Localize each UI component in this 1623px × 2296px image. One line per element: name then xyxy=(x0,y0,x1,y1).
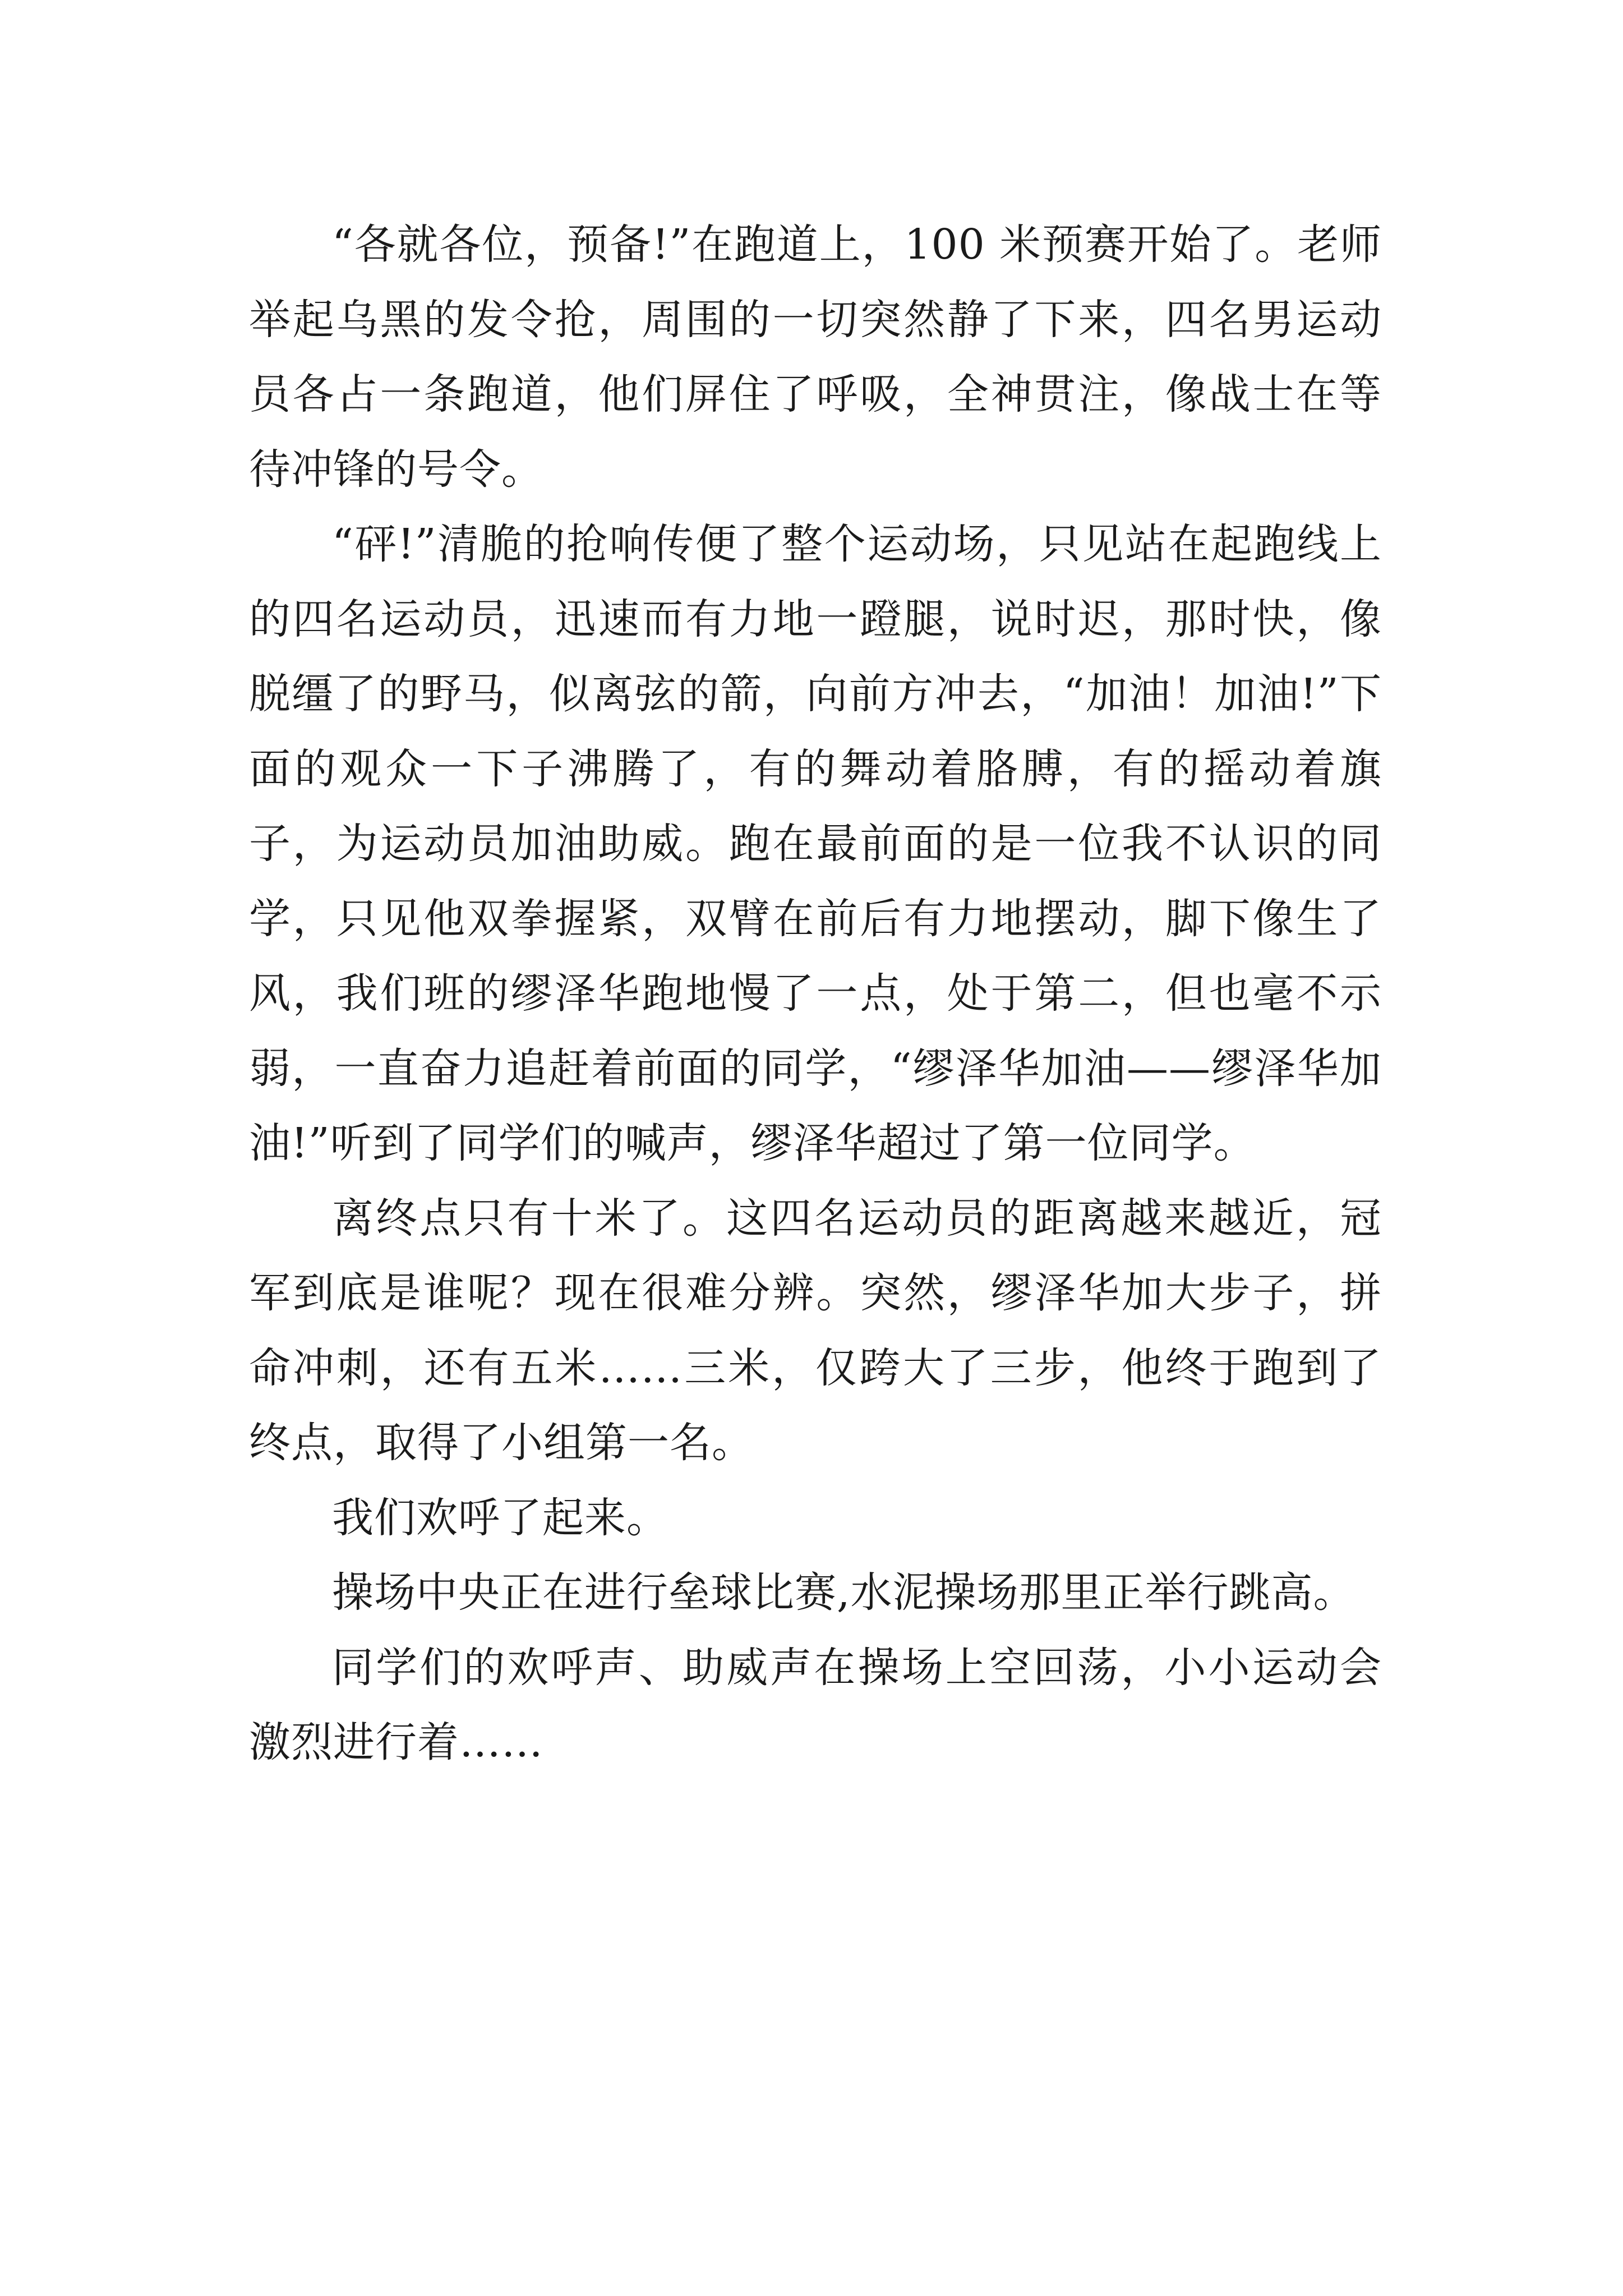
paragraph-finish: 离终点只有十米了。这四名运动员的距离越来越近，冠军到底是谁呢？现在很难分辨。突然，缪泽华加大步子，拼命冲刺，还有五米……三米，仅跨大了三步，他终于跑到了终点，取得了小组第一名。 xyxy=(249,1194,1382,1467)
paragraph-race-run: “砰!”清脆的抢响传便了整个运动场，只见站在起跑线上的四名运动员，迅速而有力地一蹬腿，说时迟，那时快，像脱缰了的野马，似离弦的箭，向前方冲去，“加油！加油!”下面的观众一下子沸腾了，有的舞动着胳膊，有的摇动着旗子，为运动员加油助威。跑在最前面的是一位我不认识的同学，只见他双拳握紧，双臂在前后有力地摆动，脚下像生了风，我们班的缪泽华跑地慢了一点，处于第二，但也毫不示弱，一直奋力追赶着前面的同学，“缪泽华加油——缪泽华加油!”听到了同学们的喊声，缪泽华超过了第一位同学。 xyxy=(249,520,1382,1167)
paragraph-other-events: 操场中央正在进行垒球比赛,水泥操场那里正举行跳高。 xyxy=(332,1568,1355,1617)
paragraph-start-race: “各就各位，预备!”在跑道上，100 米预赛开始了。老师举起乌黑的发令抢，周围的一切突然静了下来，四名男运动员各占一条跑道，他们屏住了呼吸，全神贯注，像战士在等待冲锋的号令。 xyxy=(249,220,1382,494)
paragraph-cheer: 我们欢呼了起来。 xyxy=(332,1493,668,1542)
document-body xyxy=(249,208,1382,1780)
paragraph-closing: 同学们的欢呼声、助威声在操场上空回荡，小小运动会激烈进行着…… xyxy=(249,1643,1382,1766)
